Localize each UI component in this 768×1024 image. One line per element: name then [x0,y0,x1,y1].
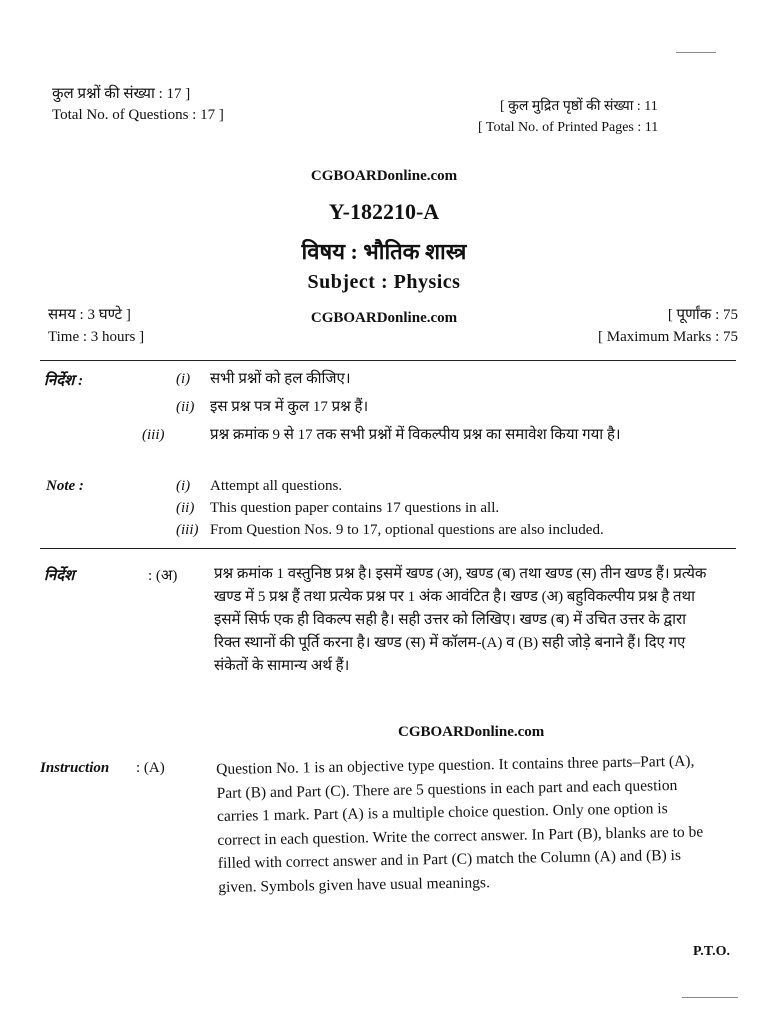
time-english: Time : 3 hours ] [48,329,145,345]
scan-mark-top [676,52,716,53]
scan-mark-bottom [682,997,738,998]
instruction-label-english: Instruction [40,760,110,776]
divider-bottom [40,548,736,549]
instruction-part-hindi: : (अ) [148,568,178,584]
instruction-part-english: : (A) [136,760,165,776]
website-middle: CGBOARDonline.com [310,310,458,326]
question-count-block [52,84,224,126]
instruction-text-hindi: प्रश्न क्रमांक 1 वस्तुनिष्ठ प्रश्न है। इसमें खण्ड (अ), खण्ड (ब) तथा खण्ड (स) तीन खण्ड हैं। प्रत्येक खण्ड में 5 प्रश्न हैं तथा प्रत्येक प्रश्न पर 1 अंक आवंटित है। खण्ड (अ) बहुविकल्पीय प्रश्न है तथा इसमें सिर्फ एक ही विकल्प सही है। सही उत्तर को लिखिए। खण्ड (ब) में उचित उत्तर के द्वारा रिक्त स्थानों की पूर्ति करना है। खण्ड (स) में कॉलम-(A) व (B) सही जोड़े बनाने हैं। दिए गए संकेतों के सामान्य अर्थ हैं। [214,566,707,674]
marks-english: [ Maximum Marks : 75 [598,329,738,345]
subject-english: Subject : Physics [307,271,461,293]
directions-label-hindi: निर्देश : [44,373,84,389]
paper-code: Y-182210-A [328,199,440,224]
page-count-english: [ Total No. of Printed Pages : 11 [478,120,659,135]
time-hindi: समय : 3 घण्टे ] [48,307,131,323]
page-count-block [478,96,658,138]
website-top: CGBOARDonline.com [310,168,458,184]
direction-item-en-1: (i) Attempt all questions. [176,478,343,494]
instruction-text-english: Question No. 1 is an objective type question. It contains three parts–Part (A), Part (B) and Part (C). There are 5 questions in each part and each question carries 1 mark. Part (A) is a multiple choice question. Only one option is correct in each question. Write the correct answer. In Part (B), blanks are to be filled with correct answer and in Part (C) match the Column (A) and (B) is given. Symbols given have usual meanings. [216,752,704,896]
direction-item-hi-3: (iii) प्रश्न क्रमांक 9 से 17 तक सभी प्रश्नों में विकल्पीय प्रश्न का समावेश किया गया है। [142,427,621,443]
subject-hindi: विषय : भौतिक शास्त्र [301,239,467,264]
direction-item-en-3: (iii) From Question Nos. 9 to 17, optional questions are also included. [176,522,604,538]
question-count-english: Total No. of Questions : 17 ] [52,107,224,123]
marks-block [598,304,738,348]
divider-top [40,360,736,361]
direction-item-en-2: (ii) This question paper contains 17 questions in all. [176,500,500,516]
instruction-label-hindi: निर्देश [44,568,75,584]
direction-item-hi-2: (ii) इस प्रश्न पत्र में कुल 17 प्रश्न हैं। [176,399,369,415]
page-count-hindi: [ कुल मुद्रित पृष्ठों की संख्या : 11 [500,99,658,114]
website-inline: CGBOARDonline.com [398,724,545,740]
question-count-hindi: कुल प्रश्नों की संख्या : 17 ] [52,86,191,102]
marks-hindi: [ पूर्णांक : 75 [667,307,738,323]
note-label-english: Note : [46,478,84,494]
direction-item-hi-1: (i) सभी प्रश्नों को हल कीजिए। [176,371,351,387]
page-turn-over: P.T.O. [693,944,730,959]
